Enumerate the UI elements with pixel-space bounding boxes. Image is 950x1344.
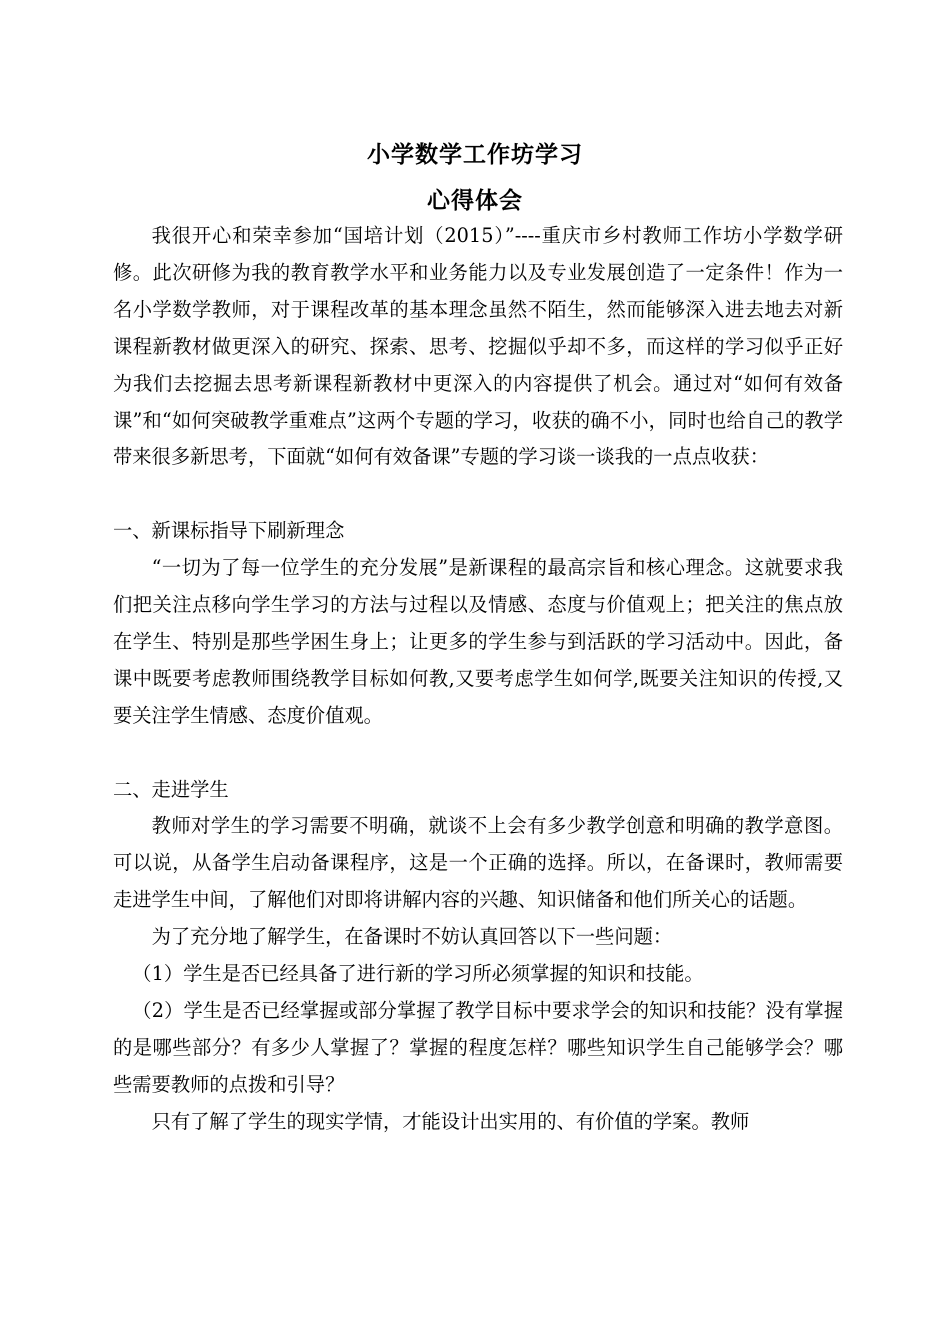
section2-paragraph1: 教师对学生的学习需要不明确，就谈不上会有多少教学创意和明确的教学意图。可以说，从备学生启动备课程序，这是一个正确的选择。所以，在备课时，教师需要走进学生中间，了解他们对即将讲解内容的兴趣、知识储备和他们所关心的话题。 (113, 814, 843, 912)
section2-heading: 二、走进学生 (113, 777, 229, 801)
intro-paragraph: 我很开心和荣幸参加“国培计划（2015）”----重庆市乡村教师工作坊小学数学研修。此次研修为我的教育教学水平和业务能力以及专业发展创造了一定条件！作为一名小学数学教师，对于课程改革的基本理念虽然不陌生，然而能够深入进去地去对新课程新教材做更深入的研究、探索、思考、挖掘似乎却不多，而这样的学习似乎正好为我们去挖掘去思考新课程新教材中更深入的内容提供了机会。通过对“如何有效备课”和“如何突破教学重难点”这两个专题的学习，收获的确不小，同时也给自己的教学带来很多新思考，下面就“如何有效备课”专题的学习谈一谈我的一点点收获： (113, 224, 843, 469)
section2-list-item-1: （1）学生是否已经具备了进行新的学习所必须掌握的知识和技能。 (132, 962, 704, 986)
section2-paragraph2: 为了充分地了解学生，在备课时不妨认真回答以下一些问题： (151, 925, 673, 949)
document-body (113, 218, 843, 1141)
section1-heading: 一、新课标指导下刷新理念 (113, 519, 345, 543)
document-subtitle: 心得体会 (427, 187, 523, 214)
section2-paragraph3: 只有了解了学生的现实学情，才能设计出实用的、有价值的学案。教师 (151, 1109, 750, 1133)
section1-paragraph: “一切为了每一位学生的充分发展”是新课程的最高宗旨和核心理念。这就要求我们把关注点移向学生学习的方法与过程以及情感、态度与价值观上；把关注的焦点放在学生、特别是那些学困生身上；让更多的学生参与到活跃的学习活动中。因此，备课中既要考虑教师围绕教学目标如何教,又要考虑学生如何学,既要关注知识的传授,又要关注学生情感、态度价值观。 (113, 556, 843, 727)
section2-list-item-2: （2）学生是否已经掌握或部分掌握了教学目标中要求学会的知识和技能？没有掌握的是哪些部分？有多少人掌握了？掌握的程度怎样？哪些知识学生自己能够学会？哪些需要教师的点拨和引导？ (113, 999, 843, 1096)
document-title: 小学数学工作坊学习 (367, 141, 583, 168)
